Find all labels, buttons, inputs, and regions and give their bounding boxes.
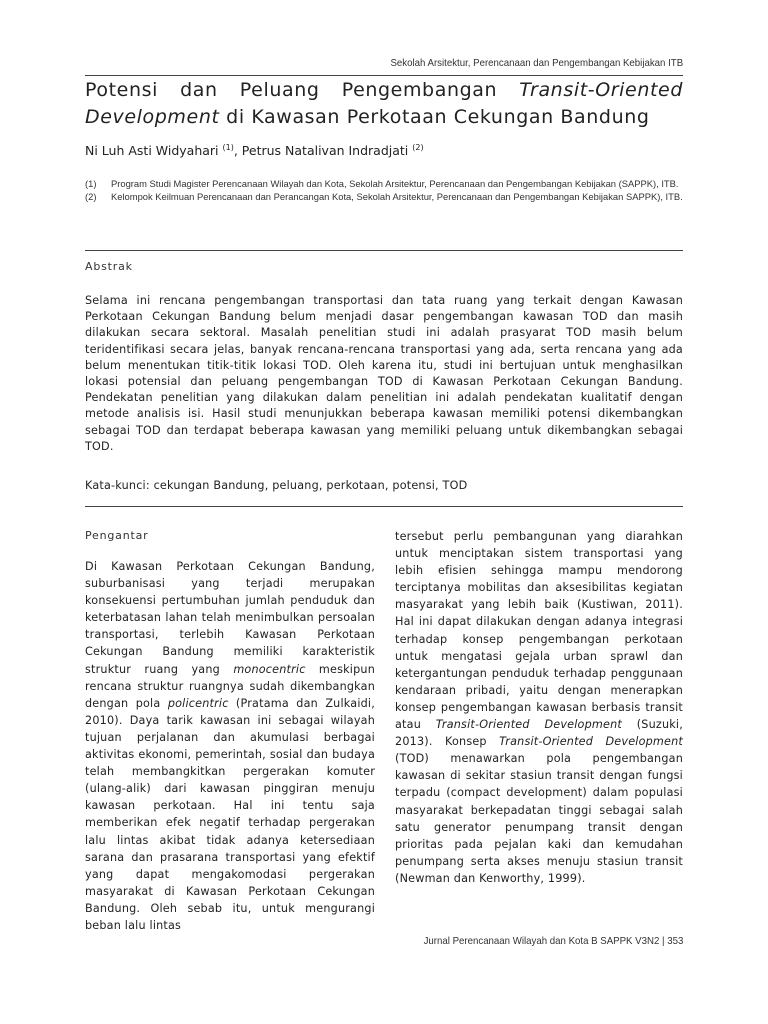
body-italic: Transit-Oriented Development — [499, 735, 683, 749]
title-word: Peluang — [239, 79, 320, 101]
affiliations — [85, 178, 683, 203]
body-text: tersebut perlu pembangunan yang diarahkan untuk menciptakan sistem transportasi yang lebih efisien sehingga mampu mendorong terciptanya mobilitas dan aksesibilitas kegiatan masyarakat yang lebih baik (Kustiwan, 2011). Hal ini dapat dilakukan dengan adanya integrasi terhadap konsep pengembangan perkotaan untuk mengatasi gejala urban sprawl dan ketergantungan penduduk terhadap penggunaan kendaraan pribadi, yaitu dengan menerapkan konsep pengembangan kawasan berbasis transit atau — [395, 530, 683, 732]
paper-title — [85, 77, 683, 131]
affiliation-item — [85, 178, 683, 191]
title-word: dan — [180, 79, 218, 101]
author-separator: , — [233, 143, 242, 159]
author-name: Petrus Natalivan Indradjati — [241, 143, 413, 159]
intro-left-column — [85, 558, 375, 934]
abstract-body: Selama ini rencana pengembangan transportasi dan tata ruang yang terkait dengan Kawasan Perkotaan Cekungan Bandung belum menjadi dasar pengembangan kawasan TOD dan masih dilakukan secara sektoral. Masalah penelitian studi ini adalah prasyarat TOD masih belum teridentifikasi secara jelas, banyak rencana-rencana transportasi yang ada, serta rencana yang ada belum menentukan titik-titik lokasi TOD. Oleh karena itu, studi ini bertujuan untuk menghasilkan lokasi potensial dan peluang pengembangan TOD di Kawasan Perkotaan Cekungan Bandung. Pendekatan penelitian yang dilakukan dalam penelitian ini adalah pendekatan kualitatif dengan metode analisis isi. Hasil studi menunjukkan beberapa kawasan memiliki potensi dikembangkan sebagai TOD dan terdapat beberapa kawasan yang memiliki peluang untuk dikembangkan sebagai TOD. — [85, 294, 683, 453]
body-italic: Transit-Oriented Development — [435, 718, 622, 732]
title-word: Pengembangan — [341, 79, 498, 101]
body-italic: policentric — [167, 696, 229, 710]
affiliation-text: Program Studi Magister Perencanaan Wilayah dan Kota, Sekolah Arsitektur, Perencanaan dan Pengembangan Kebijakan (SAPPK), ITB. — [111, 178, 679, 189]
title-word: Potensi — [85, 79, 158, 101]
abstract-top-rule — [85, 250, 683, 251]
title-italic: Transit-Oriented — [519, 79, 683, 101]
page-footer: Jurnal Perencanaan Wilayah dan Kota B SAPPK V3N2 | 353 — [423, 935, 683, 947]
body-text: Di Kawasan Perkotaan Cekungan Bandung, suburbanisasi yang terjadi merupakan konsekuensi pertumbuhan jumlah penduduk dan keterbatasan lahan telah menimbulkan persoalan transportasi, terlebih Kawasan Perkotaan Cekungan Bandung memiliki karakteristik struktur ruang yang — [85, 560, 375, 676]
body-text: meskipun rencana struktur ruangnya sudah dikembangkan dengan pola — [85, 662, 375, 710]
title-italic: Development — [85, 106, 220, 128]
body-text: (TOD) menawarkan pola pengembangan kawasan di sekitar stasiun transit dengan fungsi terpadu (compact development) dalam populasi masyarakat berkepadatan tinggi sebagai salah satu generator penumpang transit dengan prioritas pada pejalan kaki dan kemudahan penumpang serta akses menuju stasiun transit (Newman dan Kenworthy, 1999). — [395, 752, 683, 885]
affiliation-item — [85, 191, 683, 204]
abstract-heading: Abstrak — [85, 260, 133, 273]
author-list — [85, 143, 424, 158]
author-affil-ref: (1) — [222, 143, 234, 152]
keywords: Kata-kunci: cekungan Bandung, peluang, perkotaan, potensi, TOD — [85, 479, 468, 492]
running-head: Sekolah Arsitektur, Perencanaan dan Pengembangan Kebijakan ITB — [390, 57, 683, 69]
body-text: (Suzuki, 2013). Konsep — [395, 718, 683, 749]
author-affil-ref: (2) — [412, 143, 424, 152]
intro-right-column — [395, 528, 683, 887]
affiliation-number: (2) — [85, 190, 97, 202]
abstract-bottom-rule — [85, 506, 683, 507]
author-name: Ni Luh Asti Widyahari — [85, 143, 223, 159]
title-rest: di Kawasan Perkotaan Cekungan Bandung — [219, 106, 650, 128]
body-text: (Pratama dan Zulkaidi, 2010). Daya tarik kawasan ini sebagai wilayah tujuan perjalanan dan akumulasi berbagai aktivitas ekonomi, pemerintah, sosial dan budaya telah membangkitkan pergerakan komuter (ulang-alik) dari kawasan pinggiran menuju kawasan perkotaan. Hal ini tentu saja memberikan efek negatif terhadap pergerakan lalu lintas akibat tidak adanya ketersediaan sarana dan prasarana transportasi yang efektif yang dapat mengakomodasi pergerakan masyarakat di Kawasan Perkotaan Cekungan Bandung. Oleh sebab itu, untuk mengurangi beban lalu lintas — [85, 696, 375, 932]
affiliation-number: (1) — [85, 178, 97, 189]
body-italic: monocentric — [233, 662, 306, 676]
header-rule — [85, 75, 683, 76]
intro-heading: Pengantar — [85, 529, 149, 542]
affiliation-text: Kelompok Keilmuan Perencanaan dan Perancangan Kota, Sekolah Arsitektur, Perencanaan dan Pengembangan Kebijakan SAPPK), ITB. — [111, 190, 683, 202]
